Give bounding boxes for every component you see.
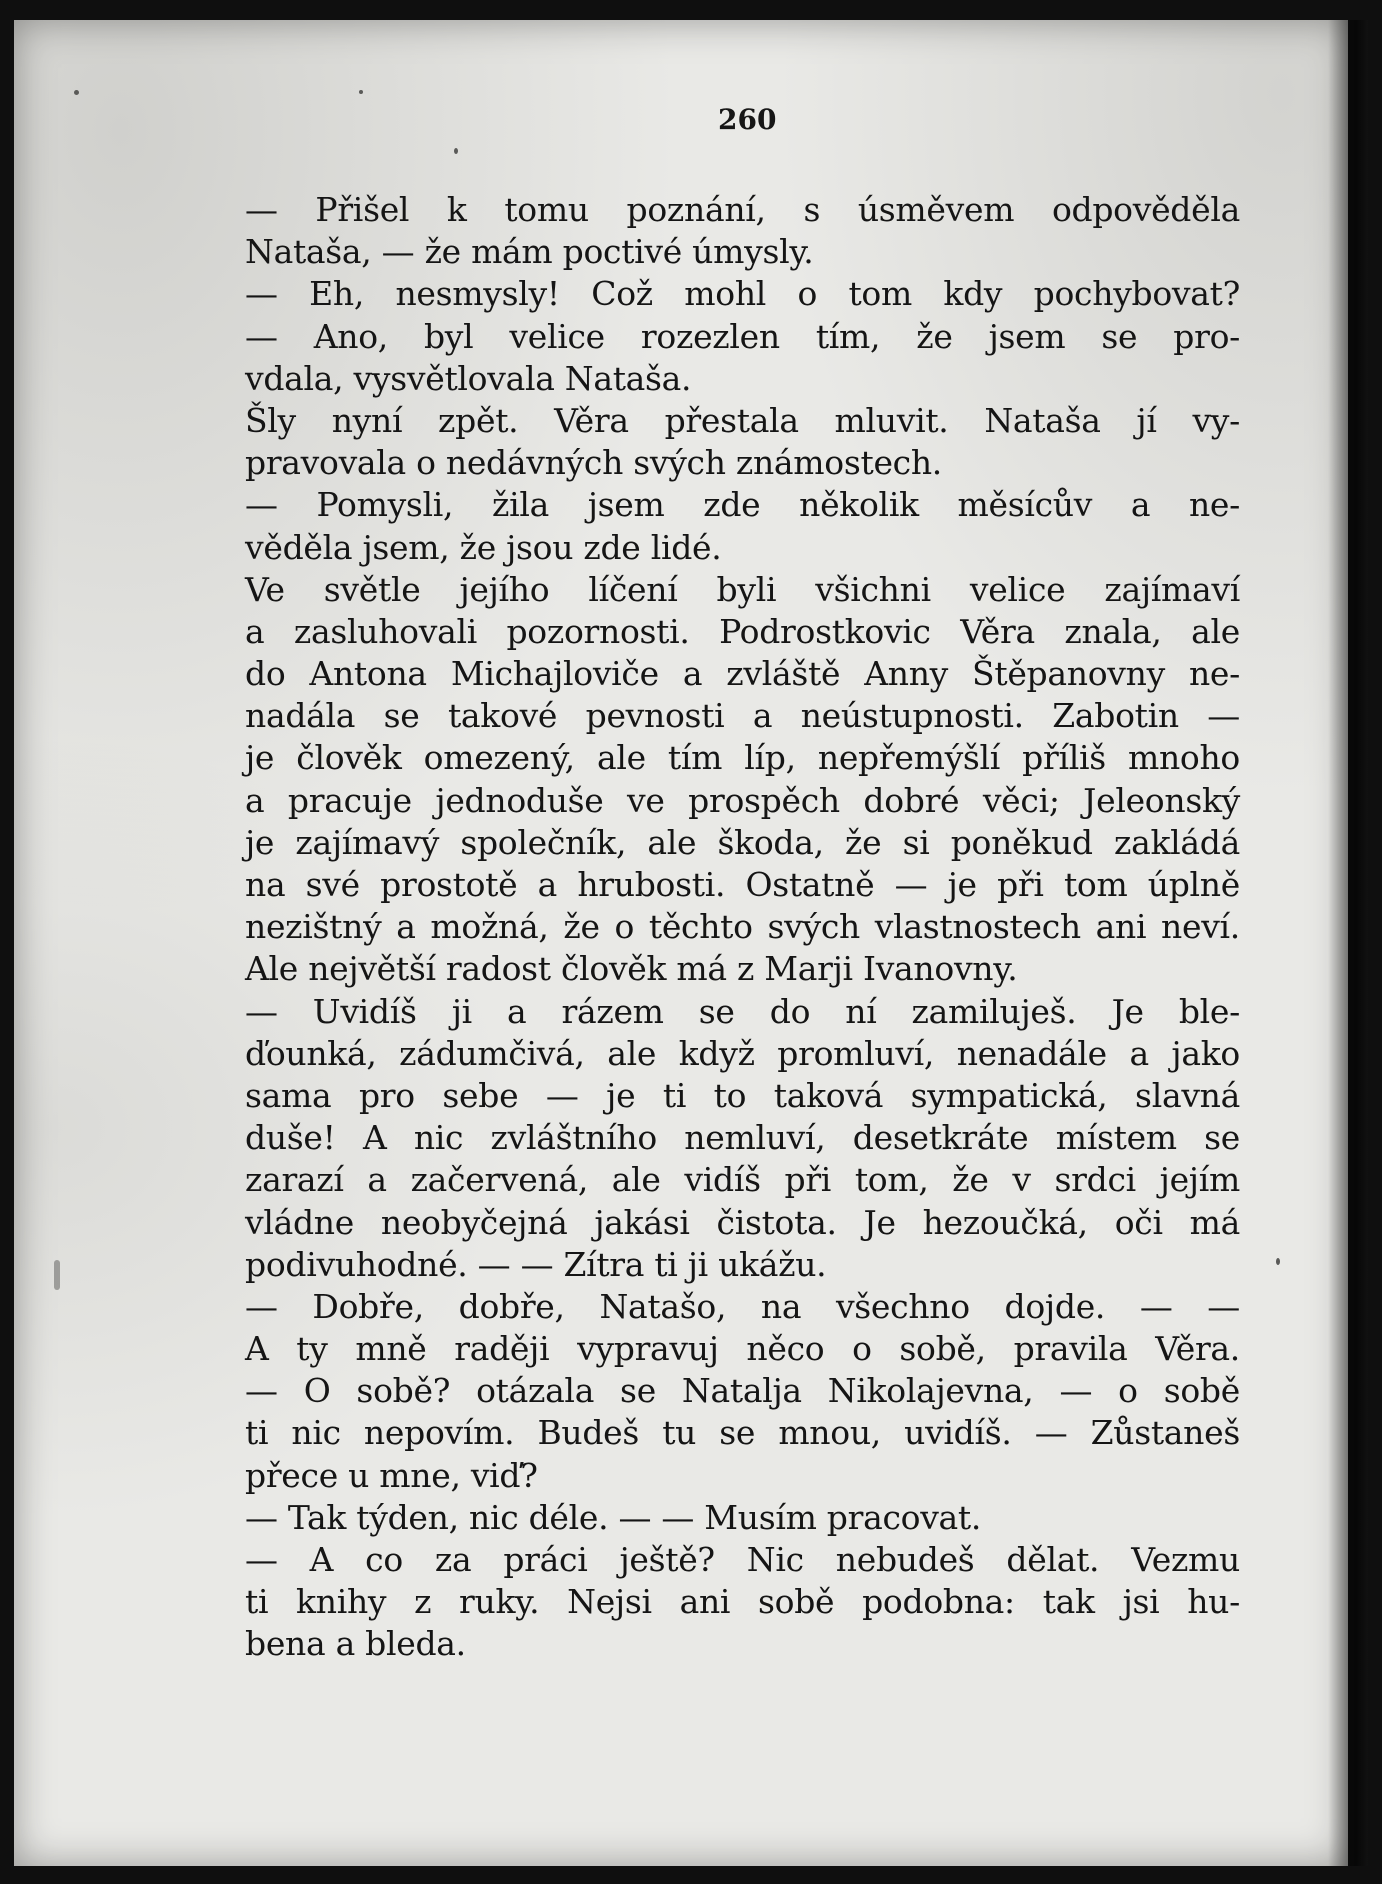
text-line: Ale největší radost člověk má z Marji Ivanovny. [245, 949, 1018, 989]
text-line: nezištný a možná, že o těchto svých vlastnostech ani neví. [245, 907, 1240, 947]
paper-speck [54, 1260, 60, 1290]
page-number: 260 [718, 103, 777, 136]
text-line: Šly nyní zpět. Věra přestala mluvit. Nataša jí vy- [245, 400, 1240, 440]
text-line: ďounká, zádumčivá, ale když promluví, nenadále a jako [245, 1033, 1240, 1073]
text-line: Ve světle jejího líčení byli všichni velice zajímaví [245, 569, 1240, 609]
paper-speck [1276, 1258, 1280, 1265]
text-line: — O sobě? otázala se Natalja Nikolajevna, — o sobě [245, 1371, 1240, 1411]
text-line: duše! A nic zvláštního nemluví, desetkráte místem se [245, 1118, 1240, 1158]
text-line: — Tak týden, nic déle. — — Musím pracovat. [245, 1497, 982, 1537]
text-line: — Uvidíš ji a rázem se do ní zamiluješ. Je ble- [245, 991, 1240, 1031]
paper-speck [359, 90, 363, 94]
text-line: přece u mne, viď? [245, 1455, 538, 1495]
text-line: a pracuje jednoduše ve prospěch dobré věci; Jeleonský [245, 780, 1240, 820]
text-line: ti knihy z ruky. Nejsi ani sobě podobna: tak jsi hu- [245, 1582, 1240, 1622]
text-line: sama pro sebe — je ti to taková sympatická, slavná [245, 1075, 1240, 1115]
text-line: — Dobře, dobře, Natašo, na všechno dojde. — — [245, 1286, 1240, 1326]
text-line: nadála se takové pevnosti a neústupnosti. Zabotin — [245, 696, 1240, 736]
text-line: na své prostotě a hrubosti. Ostatně — je při tom úplně [245, 865, 1240, 904]
text-line: Nataša, — že mám poctivé úmysly. [245, 232, 814, 272]
text-line: bena a bleda. [245, 1624, 466, 1664]
text-line: do Antona Michajloviče a zvláště Anny Štěpanovny ne- [245, 654, 1240, 694]
text-line: — A co za práci ještě? Nic nebudeš dělat. Vezmu [245, 1540, 1240, 1579]
paper-speck [74, 90, 79, 95]
text-line: věděla jsem, že jsou zde lidé. [245, 527, 722, 567]
page-right-shadow [1328, 20, 1368, 1866]
text-line: — Ano, byl velice rozezlen tím, že jsem se pro- [245, 316, 1240, 356]
text-line: je člověk omezený, ale tím líp, nepřemýšlí příliš mnoho [245, 738, 1240, 778]
text-line: vdala, vysvětlovala Nataša. [245, 358, 692, 398]
text-line: podivuhodné. — — Zítra ti ji ukážu. [245, 1244, 827, 1284]
text-line: pravovala o nedávných svých známostech. [245, 443, 942, 483]
text-line: — Přišel k tomu poznání, s úsměvem odpověděla [245, 190, 1240, 229]
text-line: vládne neobyčejná jakási čistota. Je hezoučká, oči má [245, 1202, 1240, 1242]
text-line: je zajímavý společník, ale škoda, že si poněkud zakládá [245, 822, 1240, 862]
text-line: A ty mně raději vypravuj něco o sobě, pravila Věra. [245, 1329, 1240, 1369]
text-line: — Pomysli, žila jsem zde několik měsícův a ne- [245, 485, 1240, 525]
paper-speck [454, 148, 458, 154]
text-line: a zasluhovali pozornosti. Podrostkovic Věra znala, ale [245, 611, 1240, 651]
text-line: — Eh, nesmysly! Což mohl o tom kdy pochybovat? [245, 274, 1240, 314]
text-line: ti nic nepovím. Budeš tu se mnou, uvidíš. — Zůstaneš [245, 1413, 1240, 1453]
body-text [245, 189, 1240, 1666]
text-line: zarazí a začervená, ale vidíš při tom, že v srdci jejím [245, 1160, 1240, 1200]
